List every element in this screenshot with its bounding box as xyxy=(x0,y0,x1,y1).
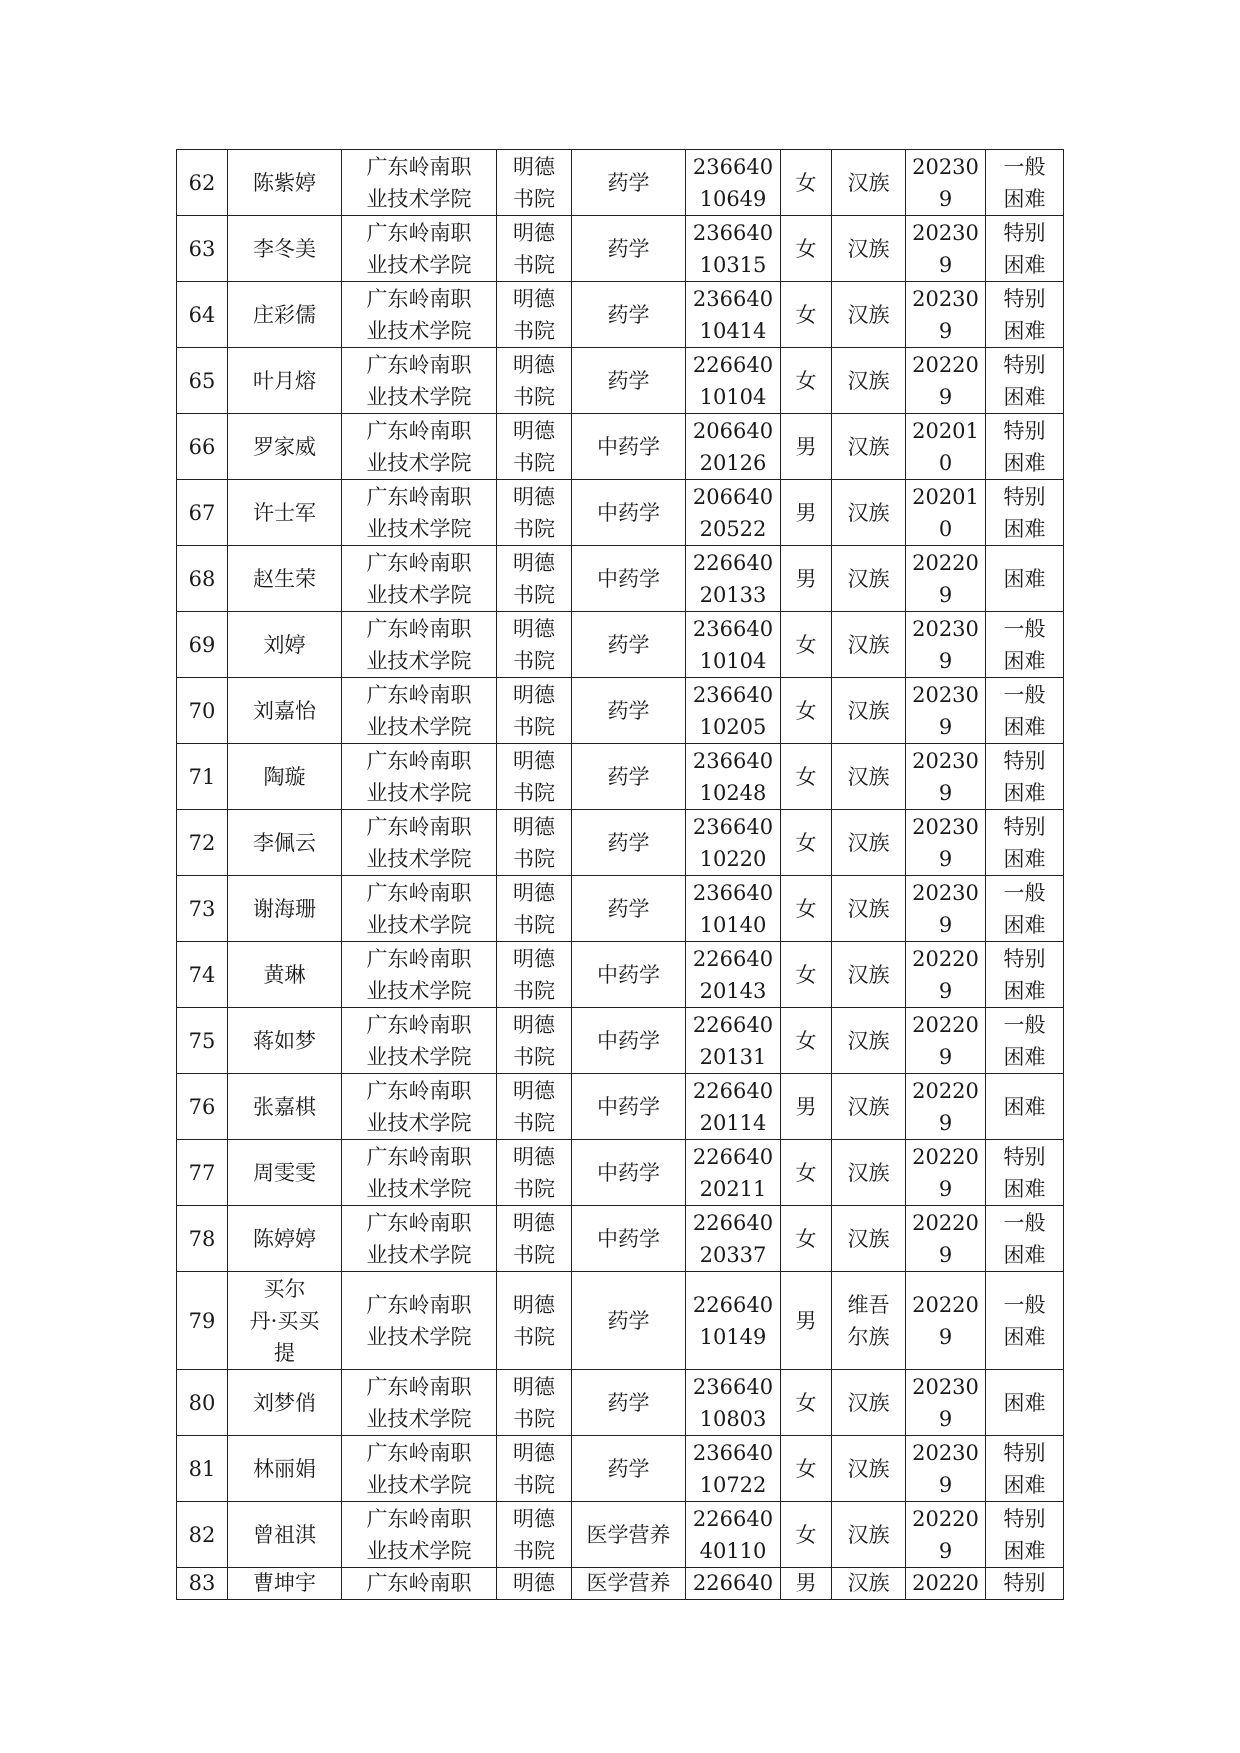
ethnicity-cell: 汉族 xyxy=(832,876,906,942)
student-id-cell: 226640 40110 xyxy=(686,1502,781,1568)
ethnicity-cell: 汉族 xyxy=(832,744,906,810)
major-cell: 药学 xyxy=(572,150,686,216)
gender-cell: 女 xyxy=(781,1008,832,1074)
college-name-cell: 明德 书院 xyxy=(497,348,572,414)
school-name-cell: 广东岭南职 xyxy=(342,1568,497,1600)
table-row xyxy=(177,546,1064,612)
ethnicity-cell: 汉族 xyxy=(832,612,906,678)
difficulty-level-cell: 一般 困难 xyxy=(986,150,1064,216)
row-number-cell: 74 xyxy=(177,942,228,1008)
difficulty-level-cell: 一般 困难 xyxy=(986,1008,1064,1074)
enrollment-date-cell: 20220 9 xyxy=(906,348,986,414)
major-cell: 药学 xyxy=(572,1436,686,1502)
difficulty-level-cell: 特别 xyxy=(986,1568,1064,1600)
enrollment-date-cell: 20220 9 xyxy=(906,1140,986,1206)
student-id-cell: 236640 10104 xyxy=(686,612,781,678)
table-row xyxy=(177,876,1064,942)
difficulty-level-cell: 特别 困难 xyxy=(986,282,1064,348)
difficulty-level-cell: 困难 xyxy=(986,1074,1064,1140)
school-name-cell: 广东岭南职 业技术学院 xyxy=(342,744,497,810)
major-cell: 药学 xyxy=(572,744,686,810)
school-name-cell: 广东岭南职 业技术学院 xyxy=(342,1008,497,1074)
college-name-cell: 明德 书院 xyxy=(497,1074,572,1140)
gender-cell: 女 xyxy=(781,1140,832,1206)
major-cell: 中药学 xyxy=(572,1074,686,1140)
row-number-cell: 75 xyxy=(177,1008,228,1074)
table-row xyxy=(177,1140,1064,1206)
gender-cell: 女 xyxy=(781,1502,832,1568)
school-name-cell: 广东岭南职 业技术学院 xyxy=(342,348,497,414)
student-name-cell: 赵生荣 xyxy=(228,546,342,612)
school-name-cell: 广东岭南职 业技术学院 xyxy=(342,1140,497,1206)
enrollment-date-cell: 20230 9 xyxy=(906,876,986,942)
school-name-cell: 广东岭南职 业技术学院 xyxy=(342,678,497,744)
difficulty-level-cell: 特别 困难 xyxy=(986,1436,1064,1502)
student-id-cell: 226640 20133 xyxy=(686,546,781,612)
college-name-cell: 明德 书院 xyxy=(497,414,572,480)
major-cell: 药学 xyxy=(572,810,686,876)
row-number-cell: 82 xyxy=(177,1502,228,1568)
ethnicity-cell: 汉族 xyxy=(832,1370,906,1436)
gender-cell: 女 xyxy=(781,1436,832,1502)
row-number-cell: 72 xyxy=(177,810,228,876)
difficulty-level-cell: 特别 困难 xyxy=(986,744,1064,810)
gender-cell: 女 xyxy=(781,810,832,876)
difficulty-level-cell: 特别 困难 xyxy=(986,942,1064,1008)
college-name-cell: 明德 书院 xyxy=(497,876,572,942)
student-id-cell: 226640 20337 xyxy=(686,1206,781,1272)
student-name-cell: 曹坤宇 xyxy=(228,1568,342,1600)
table-row xyxy=(177,612,1064,678)
table-row xyxy=(177,1370,1064,1436)
school-name-cell: 广东岭南职 业技术学院 xyxy=(342,1272,497,1370)
difficulty-level-cell: 一般 困难 xyxy=(986,1206,1064,1272)
difficulty-level-cell: 特别 困难 xyxy=(986,480,1064,546)
gender-cell: 女 xyxy=(781,1206,832,1272)
table-row xyxy=(177,942,1064,1008)
college-name-cell: 明德 书院 xyxy=(497,1436,572,1502)
student-id-cell: 226640 20211 xyxy=(686,1140,781,1206)
ethnicity-cell: 汉族 xyxy=(832,348,906,414)
enrollment-date-cell: 20220 9 xyxy=(906,1074,986,1140)
college-name-cell: 明德 书院 xyxy=(497,546,572,612)
enrollment-date-cell: 20220 9 xyxy=(906,1272,986,1370)
table-row xyxy=(177,744,1064,810)
gender-cell: 男 xyxy=(781,546,832,612)
student-name-cell: 许士军 xyxy=(228,480,342,546)
gender-cell: 女 xyxy=(781,612,832,678)
major-cell: 中药学 xyxy=(572,480,686,546)
row-number-cell: 78 xyxy=(177,1206,228,1272)
enrollment-date-cell: 20201 0 xyxy=(906,480,986,546)
row-number-cell: 76 xyxy=(177,1074,228,1140)
college-name-cell: 明德 书院 xyxy=(497,216,572,282)
student-id-cell: 236640 10803 xyxy=(686,1370,781,1436)
student-name-cell: 陈婷婷 xyxy=(228,1206,342,1272)
gender-cell: 女 xyxy=(781,150,832,216)
student-id-cell: 236640 10649 xyxy=(686,150,781,216)
enrollment-date-cell: 20220 9 xyxy=(906,1206,986,1272)
enrollment-date-cell: 20230 9 xyxy=(906,1436,986,1502)
table-row xyxy=(177,414,1064,480)
ethnicity-cell: 汉族 xyxy=(832,1074,906,1140)
enrollment-date-cell: 20230 9 xyxy=(906,678,986,744)
student-name-cell: 刘梦俏 xyxy=(228,1370,342,1436)
ethnicity-cell: 汉族 xyxy=(832,942,906,1008)
ethnicity-cell: 汉族 xyxy=(832,480,906,546)
table-row xyxy=(177,1502,1064,1568)
table-row xyxy=(177,1206,1064,1272)
college-name-cell: 明德 书院 xyxy=(497,1008,572,1074)
difficulty-level-cell: 一般 困难 xyxy=(986,1272,1064,1370)
ethnicity-cell: 汉族 xyxy=(832,414,906,480)
student-name-cell: 周雯雯 xyxy=(228,1140,342,1206)
gender-cell: 女 xyxy=(781,216,832,282)
row-number-cell: 64 xyxy=(177,282,228,348)
student-id-cell: 226640 20131 xyxy=(686,1008,781,1074)
table-row xyxy=(177,150,1064,216)
student-name-cell: 蒋如梦 xyxy=(228,1008,342,1074)
major-cell: 药学 xyxy=(572,876,686,942)
student-id-cell: 236640 10315 xyxy=(686,216,781,282)
gender-cell: 女 xyxy=(781,876,832,942)
ethnicity-cell: 汉族 xyxy=(832,678,906,744)
ethnicity-cell: 汉族 xyxy=(832,282,906,348)
student-name-cell: 刘嘉怡 xyxy=(228,678,342,744)
school-name-cell: 广东岭南职 业技术学院 xyxy=(342,216,497,282)
school-name-cell: 广东岭南职 业技术学院 xyxy=(342,480,497,546)
major-cell: 药学 xyxy=(572,216,686,282)
difficulty-level-cell: 一般 困难 xyxy=(986,678,1064,744)
college-name-cell: 明德 书院 xyxy=(497,1502,572,1568)
gender-cell: 男 xyxy=(781,480,832,546)
student-name-cell: 买尔 丹·买买 提 xyxy=(228,1272,342,1370)
college-name-cell: 明德 书院 xyxy=(497,1140,572,1206)
difficulty-level-cell: 困难 xyxy=(986,1370,1064,1436)
enrollment-date-cell: 20230 9 xyxy=(906,744,986,810)
school-name-cell: 广东岭南职 业技术学院 xyxy=(342,810,497,876)
table-row xyxy=(177,1568,1064,1600)
school-name-cell: 广东岭南职 业技术学院 xyxy=(342,1502,497,1568)
major-cell: 药学 xyxy=(572,678,686,744)
student-id-cell: 236640 10414 xyxy=(686,282,781,348)
student-roster-table xyxy=(176,149,1064,1600)
major-cell: 药学 xyxy=(572,282,686,348)
table-row xyxy=(177,1074,1064,1140)
college-name-cell: 明德 书院 xyxy=(497,1206,572,1272)
gender-cell: 女 xyxy=(781,348,832,414)
enrollment-date-cell: 20220 9 xyxy=(906,546,986,612)
student-id-cell: 206640 20522 xyxy=(686,480,781,546)
enrollment-date-cell: 20220 9 xyxy=(906,942,986,1008)
table-row xyxy=(177,480,1064,546)
row-number-cell: 73 xyxy=(177,876,228,942)
gender-cell: 男 xyxy=(781,1074,832,1140)
row-number-cell: 71 xyxy=(177,744,228,810)
roster-body xyxy=(177,150,1064,1600)
ethnicity-cell: 汉族 xyxy=(832,1436,906,1502)
table-row xyxy=(177,678,1064,744)
ethnicity-cell: 汉族 xyxy=(832,1140,906,1206)
major-cell: 中药学 xyxy=(572,546,686,612)
college-name-cell: 明德 书院 xyxy=(497,150,572,216)
table-row xyxy=(177,348,1064,414)
row-number-cell: 68 xyxy=(177,546,228,612)
row-number-cell: 80 xyxy=(177,1370,228,1436)
major-cell: 中药学 xyxy=(572,1206,686,1272)
gender-cell: 男 xyxy=(781,1568,832,1600)
major-cell: 药学 xyxy=(572,348,686,414)
difficulty-level-cell: 特别 困难 xyxy=(986,1140,1064,1206)
row-number-cell: 62 xyxy=(177,150,228,216)
college-name-cell: 明德 书院 xyxy=(497,282,572,348)
difficulty-level-cell: 特别 困难 xyxy=(986,216,1064,282)
student-name-cell: 林丽娟 xyxy=(228,1436,342,1502)
ethnicity-cell: 汉族 xyxy=(832,1502,906,1568)
table-row xyxy=(177,216,1064,282)
student-name-cell: 黄琳 xyxy=(228,942,342,1008)
enrollment-date-cell: 20220 9 xyxy=(906,1008,986,1074)
enrollment-date-cell: 20201 0 xyxy=(906,414,986,480)
student-name-cell: 刘婷 xyxy=(228,612,342,678)
student-name-cell: 李冬美 xyxy=(228,216,342,282)
difficulty-level-cell: 特别 困难 xyxy=(986,414,1064,480)
enrollment-date-cell: 20230 9 xyxy=(906,150,986,216)
gender-cell: 女 xyxy=(781,1370,832,1436)
major-cell: 医学营养 xyxy=(572,1502,686,1568)
school-name-cell: 广东岭南职 业技术学院 xyxy=(342,1074,497,1140)
school-name-cell: 广东岭南职 业技术学院 xyxy=(342,876,497,942)
ethnicity-cell: 维吾 尔族 xyxy=(832,1272,906,1370)
gender-cell: 女 xyxy=(781,282,832,348)
major-cell: 药学 xyxy=(572,612,686,678)
student-id-cell: 206640 20126 xyxy=(686,414,781,480)
student-id-cell: 236640 10722 xyxy=(686,1436,781,1502)
student-name-cell: 庄彩儒 xyxy=(228,282,342,348)
school-name-cell: 广东岭南职 业技术学院 xyxy=(342,414,497,480)
row-number-cell: 67 xyxy=(177,480,228,546)
gender-cell: 男 xyxy=(781,1272,832,1370)
college-name-cell: 明德 书院 xyxy=(497,1272,572,1370)
student-id-cell: 226640 xyxy=(686,1568,781,1600)
student-name-cell: 张嘉棋 xyxy=(228,1074,342,1140)
enrollment-date-cell: 20230 9 xyxy=(906,810,986,876)
row-number-cell: 83 xyxy=(177,1568,228,1600)
table-row xyxy=(177,1436,1064,1502)
school-name-cell: 广东岭南职 业技术学院 xyxy=(342,942,497,1008)
row-number-cell: 77 xyxy=(177,1140,228,1206)
student-id-cell: 226640 20114 xyxy=(686,1074,781,1140)
student-id-cell: 226640 10104 xyxy=(686,348,781,414)
ethnicity-cell: 汉族 xyxy=(832,546,906,612)
student-name-cell: 谢海珊 xyxy=(228,876,342,942)
major-cell: 中药学 xyxy=(572,1008,686,1074)
enrollment-date-cell: 20230 9 xyxy=(906,282,986,348)
ethnicity-cell: 汉族 xyxy=(832,216,906,282)
row-number-cell: 66 xyxy=(177,414,228,480)
school-name-cell: 广东岭南职 业技术学院 xyxy=(342,612,497,678)
enrollment-date-cell: 20230 9 xyxy=(906,216,986,282)
student-id-cell: 236640 10220 xyxy=(686,810,781,876)
student-name-cell: 曾祖淇 xyxy=(228,1502,342,1568)
major-cell: 医学营养 xyxy=(572,1568,686,1600)
ethnicity-cell: 汉族 xyxy=(832,1568,906,1600)
row-number-cell: 81 xyxy=(177,1436,228,1502)
row-number-cell: 65 xyxy=(177,348,228,414)
school-name-cell: 广东岭南职 业技术学院 xyxy=(342,546,497,612)
row-number-cell: 79 xyxy=(177,1272,228,1370)
student-name-cell: 陶璇 xyxy=(228,744,342,810)
major-cell: 中药学 xyxy=(572,1140,686,1206)
student-name-cell: 李佩云 xyxy=(228,810,342,876)
school-name-cell: 广东岭南职 业技术学院 xyxy=(342,282,497,348)
table-row xyxy=(177,810,1064,876)
gender-cell: 女 xyxy=(781,678,832,744)
row-number-cell: 63 xyxy=(177,216,228,282)
college-name-cell: 明德 书院 xyxy=(497,744,572,810)
table-row xyxy=(177,1272,1064,1370)
student-id-cell: 236640 10140 xyxy=(686,876,781,942)
college-name-cell: 明德 书院 xyxy=(497,480,572,546)
student-id-cell: 236640 10205 xyxy=(686,678,781,744)
gender-cell: 男 xyxy=(781,414,832,480)
major-cell: 中药学 xyxy=(572,414,686,480)
row-number-cell: 70 xyxy=(177,678,228,744)
college-name-cell: 明德 书院 xyxy=(497,942,572,1008)
student-id-cell: 236640 10248 xyxy=(686,744,781,810)
table-row xyxy=(177,1008,1064,1074)
school-name-cell: 广东岭南职 业技术学院 xyxy=(342,1370,497,1436)
enrollment-date-cell: 20220 xyxy=(906,1568,986,1600)
difficulty-level-cell: 特别 困难 xyxy=(986,348,1064,414)
student-name-cell: 叶月熔 xyxy=(228,348,342,414)
ethnicity-cell: 汉族 xyxy=(832,1206,906,1272)
enrollment-date-cell: 20230 9 xyxy=(906,612,986,678)
college-name-cell: 明德 xyxy=(497,1568,572,1600)
student-name-cell: 陈紫婷 xyxy=(228,150,342,216)
major-cell: 药学 xyxy=(572,1370,686,1436)
major-cell: 药学 xyxy=(572,1272,686,1370)
row-number-cell: 69 xyxy=(177,612,228,678)
college-name-cell: 明德 书院 xyxy=(497,678,572,744)
student-id-cell: 226640 20143 xyxy=(686,942,781,1008)
difficulty-level-cell: 特别 困难 xyxy=(986,810,1064,876)
school-name-cell: 广东岭南职 业技术学院 xyxy=(342,1206,497,1272)
school-name-cell: 广东岭南职 业技术学院 xyxy=(342,150,497,216)
difficulty-level-cell: 困难 xyxy=(986,546,1064,612)
table-row xyxy=(177,282,1064,348)
student-id-cell: 226640 10149 xyxy=(686,1272,781,1370)
college-name-cell: 明德 书院 xyxy=(497,612,572,678)
ethnicity-cell: 汉族 xyxy=(832,1008,906,1074)
student-name-cell: 罗家威 xyxy=(228,414,342,480)
enrollment-date-cell: 20220 9 xyxy=(906,1502,986,1568)
difficulty-level-cell: 一般 困难 xyxy=(986,876,1064,942)
ethnicity-cell: 汉族 xyxy=(832,810,906,876)
college-name-cell: 明德 书院 xyxy=(497,1370,572,1436)
difficulty-level-cell: 一般 困难 xyxy=(986,612,1064,678)
major-cell: 中药学 xyxy=(572,942,686,1008)
difficulty-level-cell: 特别 困难 xyxy=(986,1502,1064,1568)
ethnicity-cell: 汉族 xyxy=(832,150,906,216)
gender-cell: 女 xyxy=(781,744,832,810)
gender-cell: 女 xyxy=(781,942,832,1008)
school-name-cell: 广东岭南职 业技术学院 xyxy=(342,1436,497,1502)
college-name-cell: 明德 书院 xyxy=(497,810,572,876)
enrollment-date-cell: 20230 9 xyxy=(906,1370,986,1436)
